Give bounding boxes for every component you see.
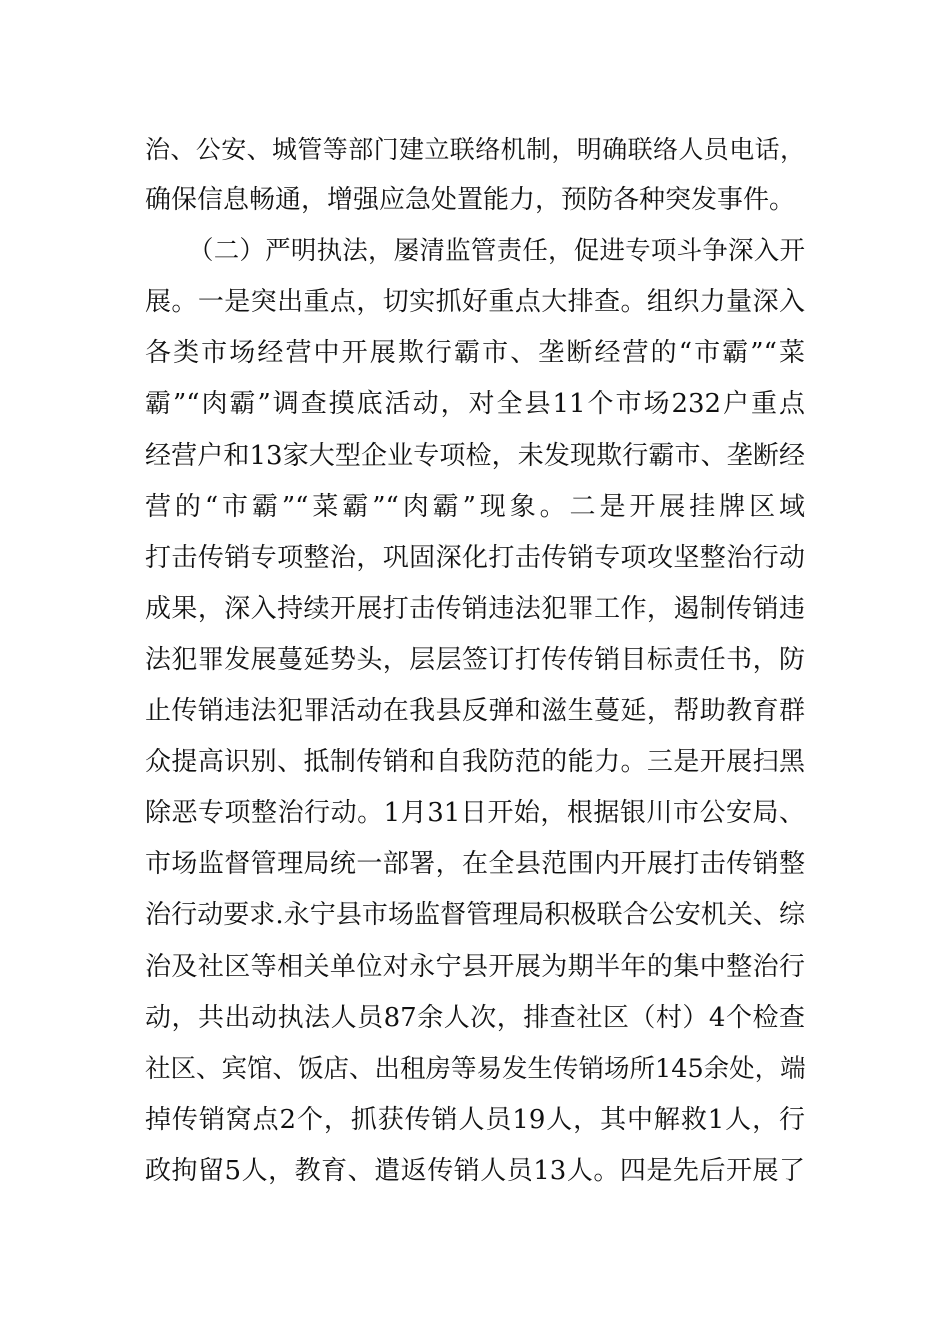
text-line: 止传销违法犯罪活动在我县反弹和滋生蔓延，帮助教育群 <box>145 696 805 727</box>
text-line: 各类市场经营中开展欺行霸市、垄断经营的“市霸”“菜 <box>145 338 805 369</box>
text-line: 治及社区等相关单位对永宁县开展为期半年的集中整治行 <box>145 951 805 982</box>
body-text <box>145 124 805 1197</box>
text-line: 霸”“肉霸”调查摸底活动，对全县11个市场232户重点 <box>145 389 805 420</box>
text-line: 社区、宾馆、饭店、出租房等易发生传销场所145余处，端 <box>145 1053 806 1084</box>
text-line: 营的“市霸”“菜霸”“肉霸”现象。二是开展挂牌区域 <box>145 491 805 522</box>
text-line: 打击传销专项整治，巩固深化打击传销专项攻坚整治行动 <box>145 542 805 573</box>
text-line: 治、公安、城管等部门建立联络机制，明确联络人员电话， <box>145 135 805 164</box>
text-line: 除恶专项整治行动。1月31日开始，根据银川市公安局、 <box>145 798 805 829</box>
text-line: 成果，深入持续开展打击传销违法犯罪工作，遏制传销违 <box>145 593 805 624</box>
text-line: 掉传销窝点2个，抓获传销人员19人，其中解救1人，行 <box>145 1104 805 1135</box>
text-line: 众提高识别、抵制传销和自我防范的能力。三是开展扫黑 <box>145 747 805 778</box>
text-line: 经营户和13家大型企业专项检，未发现欺行霸市、垄断经 <box>145 440 805 471</box>
text-line: 政拘留5人，教育、遣返传销人员13人。四是先后开展了 <box>145 1155 805 1186</box>
text-line: 法犯罪发展蔓延势头，层层签订打传传销目标责任书，防 <box>145 644 805 675</box>
text-line: 治行动要求.永宁县市场监督管理局积极联合公安机关、综 <box>145 900 805 931</box>
section-heading-line: （二）严明执法，屡清监管责任，促进专项斗争深入开 <box>188 236 805 267</box>
text-line: 确保信息畅通，增强应急处置能力，预防各种突发事件。 <box>145 185 796 216</box>
text-line: 市场监督管理局统一部署，在全县范围内开展打击传销整 <box>145 849 805 880</box>
text-line: 展。一是突出重点，切实抓好重点大排查。组织力量深入 <box>145 287 805 318</box>
text-line: 动，共出动执法人员87余人次，排查社区（村）4个检查 <box>145 1002 805 1033</box>
